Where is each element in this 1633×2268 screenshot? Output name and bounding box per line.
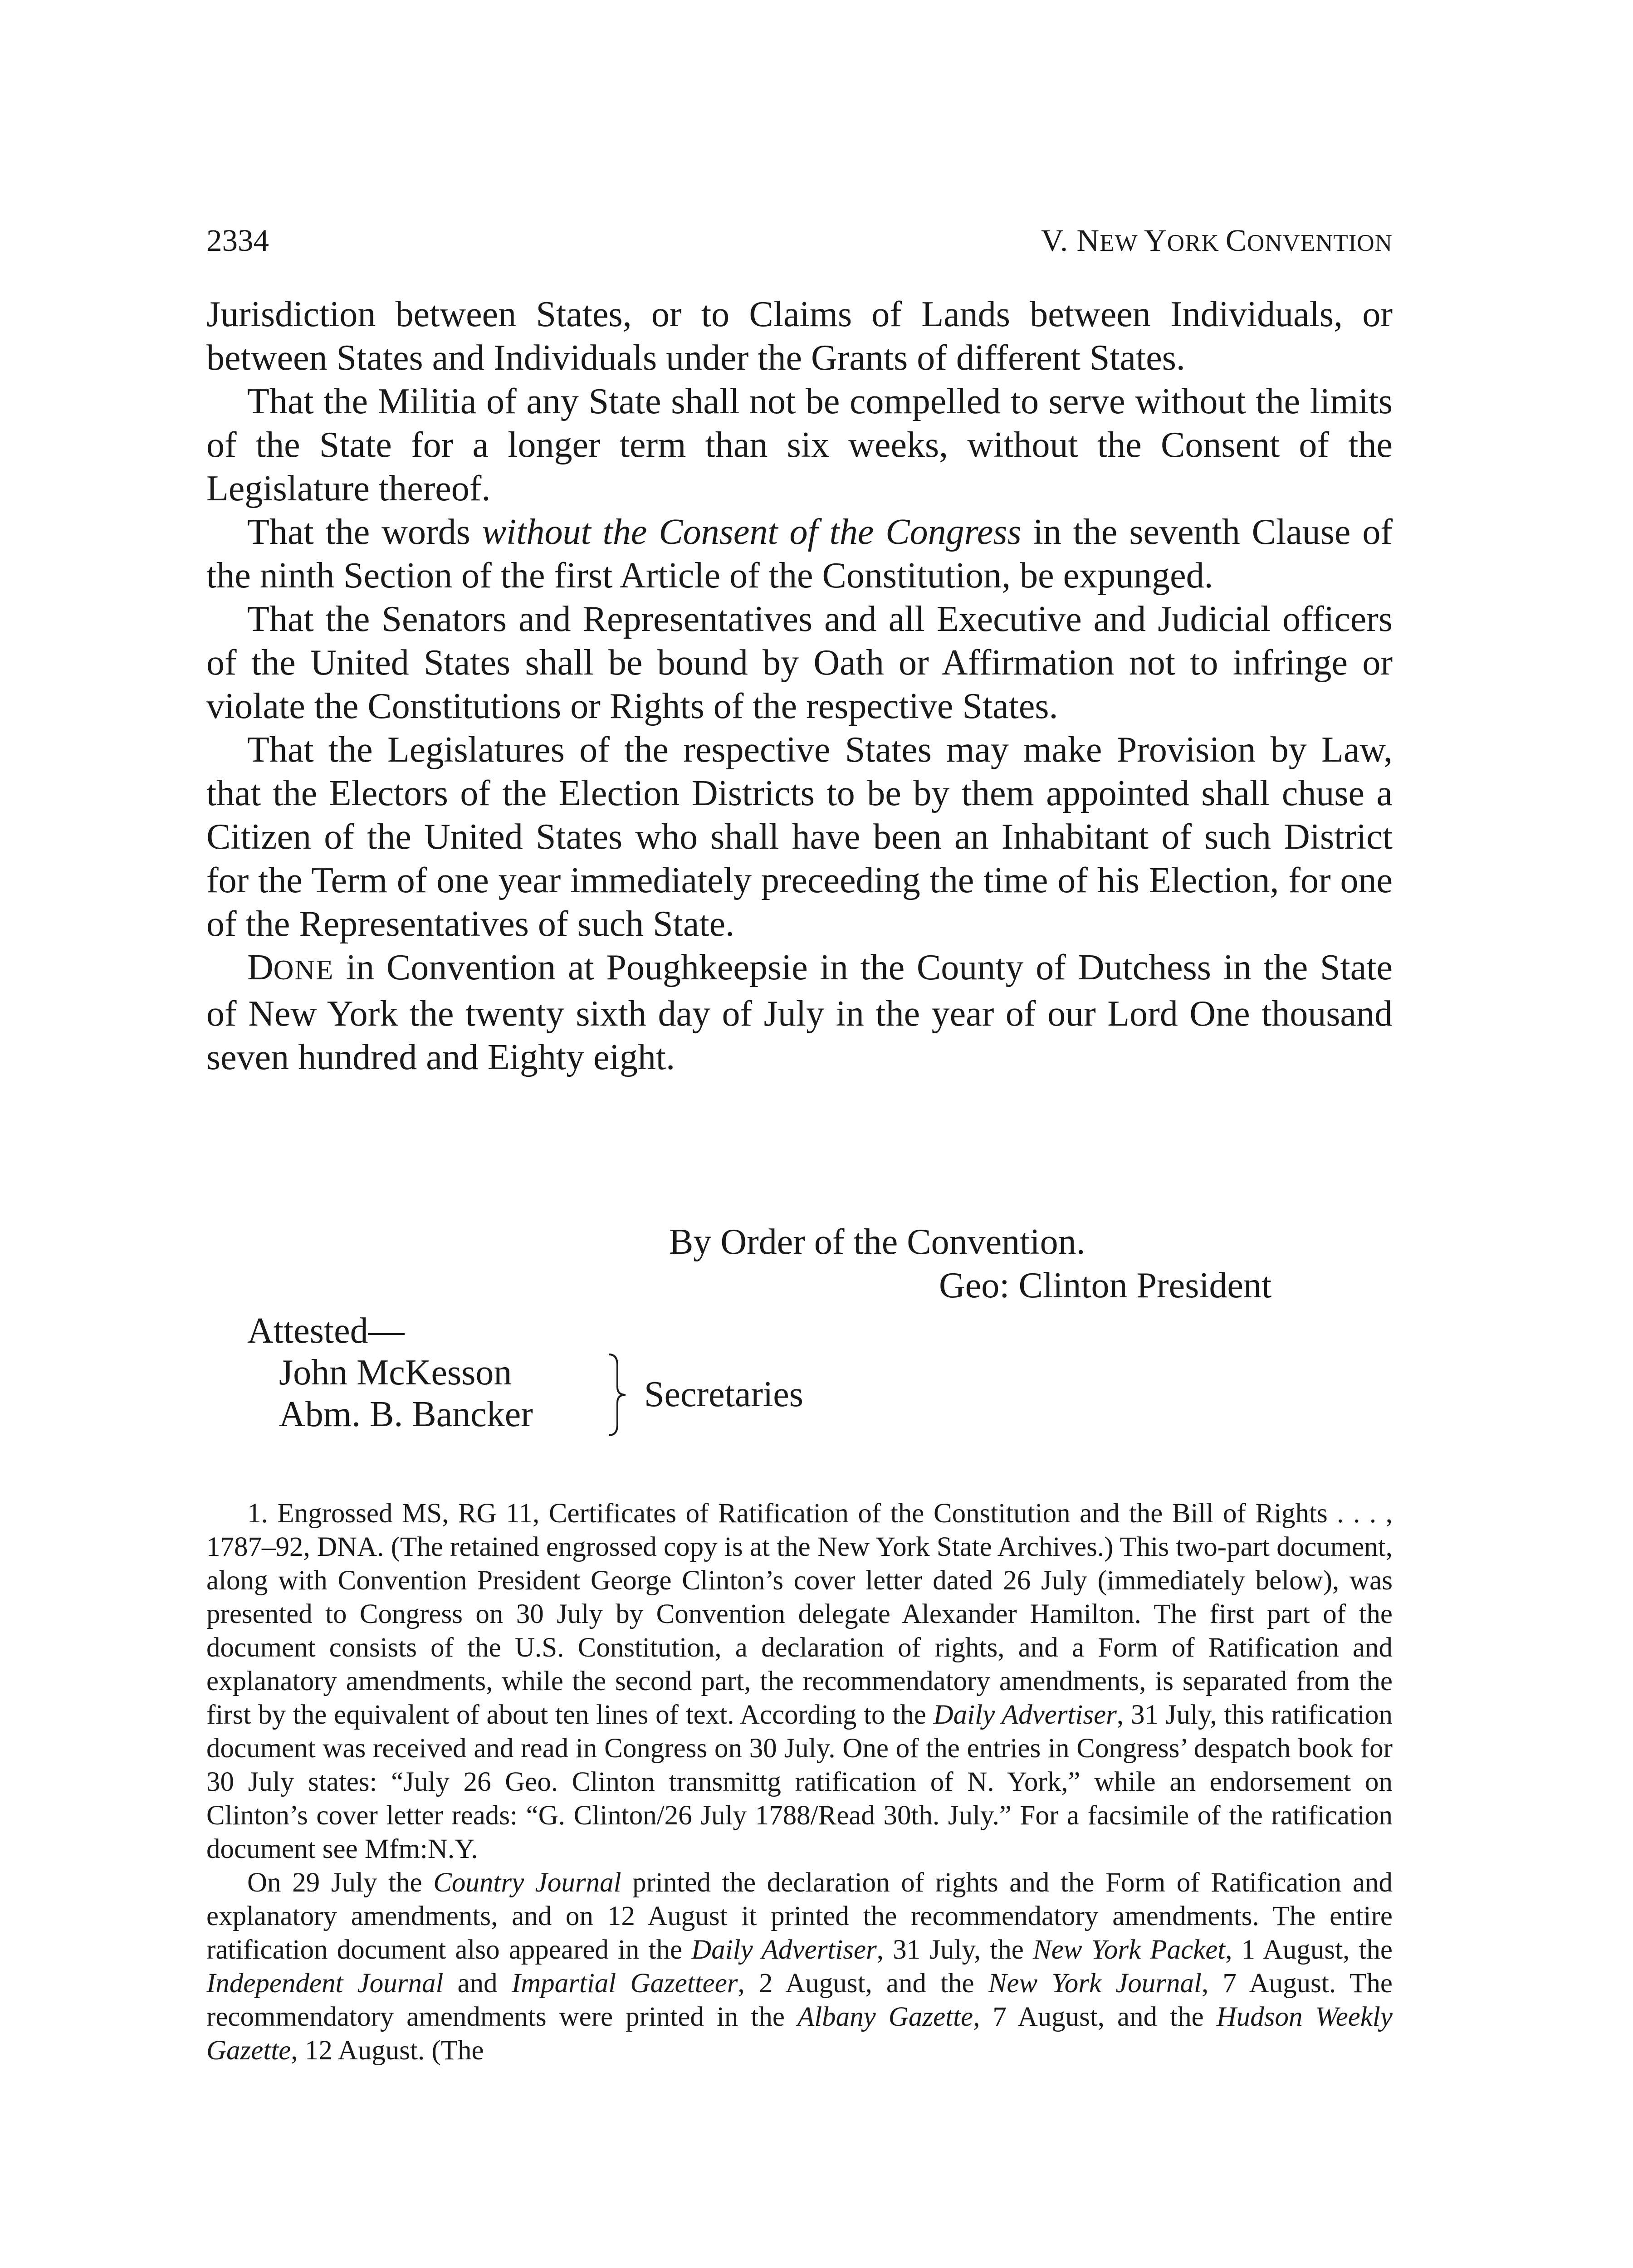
main-text	[206, 293, 1393, 1079]
paragraph-consent-of-congress: That the words without the Consent of the Congress in the seventh Clause of the ninth Section of the first Article of the Constitution, be expunged.	[206, 512, 1393, 596]
by-order-line: By Order of the Convention.	[669, 1222, 1085, 1262]
paragraph-jurisdiction: Jurisdiction between States, or to Claims of Lands between Individuals, or between States and Individuals under the Grants of different States.	[206, 294, 1393, 378]
paragraph-done-in-convention: DONE in Convention at Poughkeepsie in the County of Dutchess in the State of New York the twenty sixth day of July in the year of our Lord One thousand seven hundred and Eighty eight.	[206, 948, 1393, 1077]
secretary-names	[279, 1352, 533, 1435]
document-page	[206, 0, 1393, 2268]
footnote-1-continued: On 29 July the Country Journal printed the declaration of rights and the Form of Ratification and explanatory amendments, and on 12 August it printed the recommendatory amendments. The entire ratification document also appeared in the Daily Advertiser, 31 July, the New York Packet, 1 August, the Independent Journal and Impartial Gazetteer, 2 August, and the New York Journal, 7 August. The recommendatory amendments were printed in the Albany Gazette, 7 August, and the Hudson Weekly Gazette, 12 August. (The	[206, 1867, 1393, 2066]
footnote-1: 1. Engrossed MS, RG 11, Certificates of Ratification of the Constitution and the Bill of Rights . . . , 1787–92, DNA. (The retained engrossed copy is at the New York State Archives.) This two-part document, along with Convention President George Clinton’s cover letter dated 26 July (immediately below), was presented to Congress on 30 July by Convention delegate Alexander Hamilton. The first part of the document consists of the U.S. Constitution, a declaration of rights, and a Form of Ratification and explanatory amendments, while the second part, the recommendatory amendments, is separated from the first by the equivalent of about ten lines of text. According to the Daily Advertiser, 31 July, this ratification document was received and read in Congress on 30 July. One of the entries in Congress’ despatch book for 30 July states: “July 26 Geo. Clinton transmittg ratification of N. York,” while an endorsement on Clinton’s cover letter reads: “G. Clinton/26 July 1788/Read 30th. July.” For a facsimile of the ratification document see Mfm:N.Y.	[206, 1498, 1393, 1864]
paragraph-oath: That the Senators and Representatives and all Executive and Judicial officers of the United States shall be bound by Oath or Affirmation not to infringe or violate the Constitutions or Rights of the respective States.	[206, 599, 1393, 726]
secretaries-label: Secretaries	[644, 1374, 803, 1414]
page-number: 2334	[206, 223, 269, 258]
paragraph-electors: That the Legislatures of the respective States may make Provision by Law, that the Electors of the Election Districts to be by them appointed shall chuse a Citizen of the United States who shall have been an Inhabitant of such District for the Term of one year immediately preceeding the time of his Election, for one of the Representatives of such State.	[206, 730, 1393, 944]
secretary-1: John McKesson	[279, 1353, 512, 1393]
running-head	[206, 222, 1393, 259]
secretary-2: Abm. B. Bancker	[279, 1394, 533, 1434]
paragraph-militia: That the Militia of any State shall not be compelled to serve without the limits of the State for a longer term than six weeks, without the Consent of the Legislature thereof.	[206, 381, 1393, 508]
italic-phrase: without the Consent of the Congress	[482, 512, 1022, 552]
secretaries-block	[279, 1352, 869, 1442]
right-brace-icon	[606, 1352, 633, 1438]
attested-label: Attested—	[247, 1311, 405, 1351]
footnotes	[206, 1497, 1393, 2068]
president-signature: Geo: Clinton President	[939, 1266, 1272, 1305]
section-title: V. NEW YORK CONVENTION	[1041, 223, 1393, 258]
